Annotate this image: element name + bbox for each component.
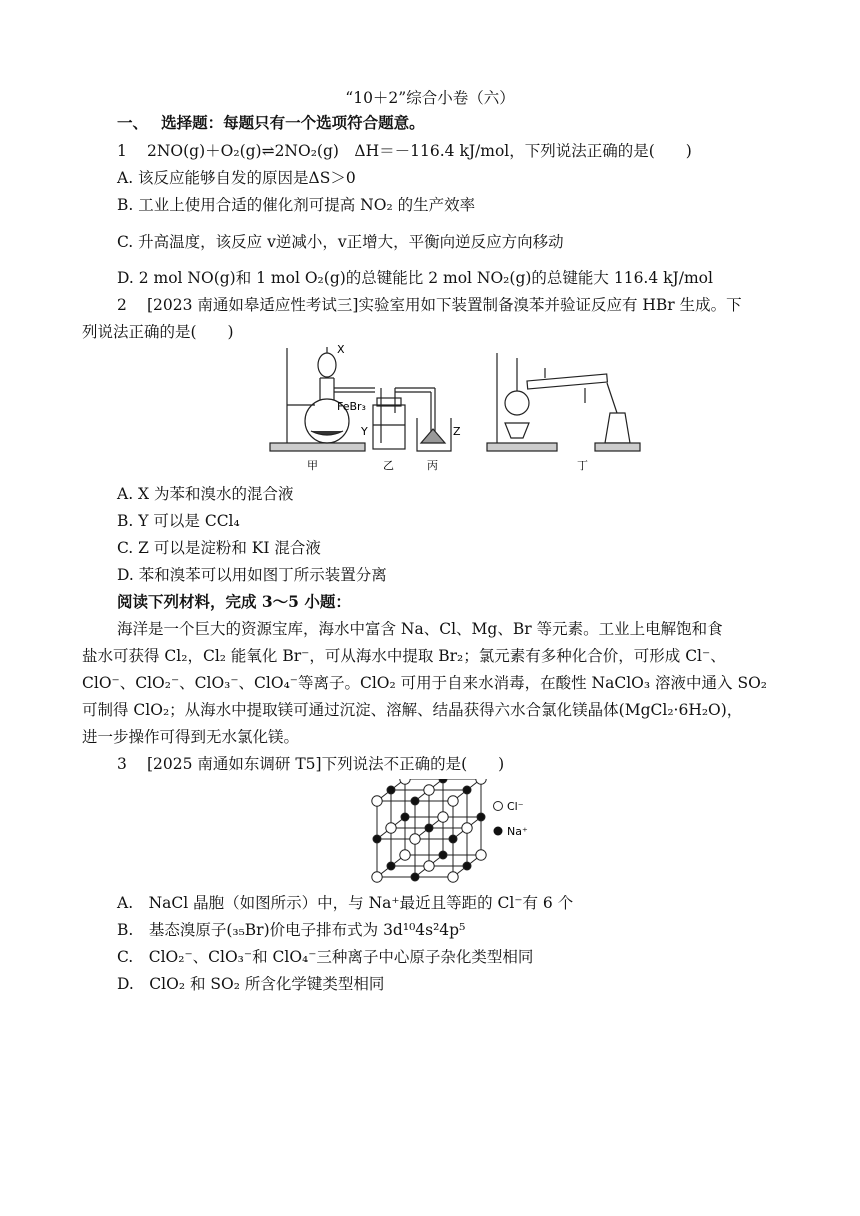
cl-ion (476, 779, 486, 784)
cl-ion (400, 850, 410, 860)
cl-ion (400, 779, 410, 784)
na-ion (463, 862, 471, 870)
label-ding: 丁 (577, 459, 588, 472)
reading-line: 可制得 ClO₂；从海水中提取镁可通过沉淀、溶解、结晶获得六水合氯化镁晶体(MgCl₂·6H₂O)， (82, 701, 743, 719)
cl-ion (438, 812, 448, 822)
option-b: B. 工业上使用合适的催化剂可提高 NO₂ 的生产效率 (117, 196, 476, 214)
question-text: 2NO(g)＋O₂(g)⇌2NO₂(g) ΔH＝－116.4 kJ/mol，下列说法正确的是( ) (147, 142, 692, 160)
na-ion (411, 797, 419, 805)
na-ion (449, 835, 457, 843)
na-ion (387, 862, 395, 870)
label-y: Y (361, 425, 368, 438)
na-ion (463, 786, 471, 794)
option-c: C. Z 可以是淀粉和 KI 混合液 (117, 539, 321, 557)
reading-line: 盐水可获得 Cl₂，Cl₂ 能氧化 Br⁻，可从海水中提取 Br₂；氯元素有多种化合价，可形成 Cl⁻、 (82, 647, 726, 665)
question-1-stem (117, 141, 692, 161)
legend-cl-label: Cl⁻ (507, 800, 524, 813)
reading-line: ClO⁻、ClO₂⁻、ClO₃⁻、ClO₄⁻等离子。ClO₂ 可用于自来水消毒，在酸性 NaClO₃ 溶液中通入 SO₂ (82, 674, 767, 692)
reading-line: 海洋是一个巨大的资源宝库，海水中富含 Na、Cl、Mg、Br 等元素。工业上电解饱和食 (117, 620, 723, 638)
na-ion (411, 873, 419, 881)
legend-cl-icon (494, 802, 503, 811)
na-ion (373, 835, 381, 843)
question-2-stem-cont: 列说法正确的是( ) (82, 323, 234, 341)
section-heading: 一、 选择题：每题只有一个选项符合题意。 (117, 113, 425, 132)
reading-heading: 阅读下列材料，完成 3～5 小题： (117, 592, 351, 611)
cl-ion (372, 796, 382, 806)
cl-ion (386, 823, 396, 833)
option-d: D. 2 mol NO(g)和 1 mol O₂(g)的总键能比 2 mol NO₂(g)的总键能大 116.4 kJ/mol (117, 269, 713, 287)
na-ion (387, 786, 395, 794)
reading-line: 进一步操作可得到无水氯化镁。 (82, 728, 300, 746)
na-ion (401, 813, 409, 821)
cl-ion (448, 872, 458, 882)
question-number: 3 (117, 755, 127, 773)
option-a: A. NaCl 晶胞（如图所示）中，与 Na⁺最近且等距的 Cl⁻有 6 个 (117, 894, 574, 912)
label-jia: 甲 (307, 459, 318, 472)
cl-ion (372, 872, 382, 882)
cl-ion (448, 796, 458, 806)
option-d: D. ClO₂ 和 SO₂ 所含化学键类型相同 (117, 975, 385, 993)
cl-ion (410, 834, 420, 844)
label-bing: 丙 (427, 459, 438, 472)
label-febr3: FeBr₃ (337, 400, 366, 413)
cl-ion (462, 823, 472, 833)
label-z: Z (453, 425, 461, 438)
label-x: X (337, 343, 345, 356)
question-number: 2 (117, 296, 127, 314)
label-yi: 乙 (383, 459, 394, 472)
cl-ion (424, 785, 434, 795)
option-a: A. 该反应能够自发的原因是ΔS＞0 (117, 169, 356, 187)
na-ion (439, 779, 447, 783)
question-3-stem (117, 754, 504, 774)
option-b: B. Y 可以是 CCl₄ (117, 512, 240, 530)
nacl-unit-cell-figure (365, 779, 550, 887)
question-2-stem (117, 295, 742, 315)
question-number: 1 (117, 142, 127, 160)
option-c: C. 升高温度，该反应 v逆减小，v正增大，平衡向逆反应方向移动 (117, 233, 564, 251)
legend-na-icon (494, 827, 503, 836)
apparatus-figure (265, 343, 650, 475)
na-ion (439, 851, 447, 859)
na-ion (477, 813, 485, 821)
option-a: A. X 为苯和溴水的混合液 (117, 485, 294, 503)
question-text: [2023 南通如皋适应性考试三]实验室用如下装置制备溴苯并验证反应有 HBr 生成。下 (147, 296, 742, 314)
na-ion (425, 824, 433, 832)
cl-ion (476, 850, 486, 860)
legend-na-label: Na⁺ (507, 825, 528, 838)
option-c: C. ClO₂⁻、ClO₃⁻和 ClO₄⁻三种离子中心原子杂化类型相同 (117, 948, 534, 966)
question-text: [2025 南通如东调研 T5]下列说法不正确的是( ) (147, 755, 505, 773)
page-title: “10＋2”综合小卷（六） (345, 89, 515, 107)
cl-ion (424, 861, 434, 871)
option-b: B. 基态溴原子(₃₅Br)价电子排布式为 3d¹⁰4s²4p⁵ (117, 921, 466, 939)
option-d: D. 苯和溴苯可以用如图丁所示装置分离 (117, 566, 387, 584)
